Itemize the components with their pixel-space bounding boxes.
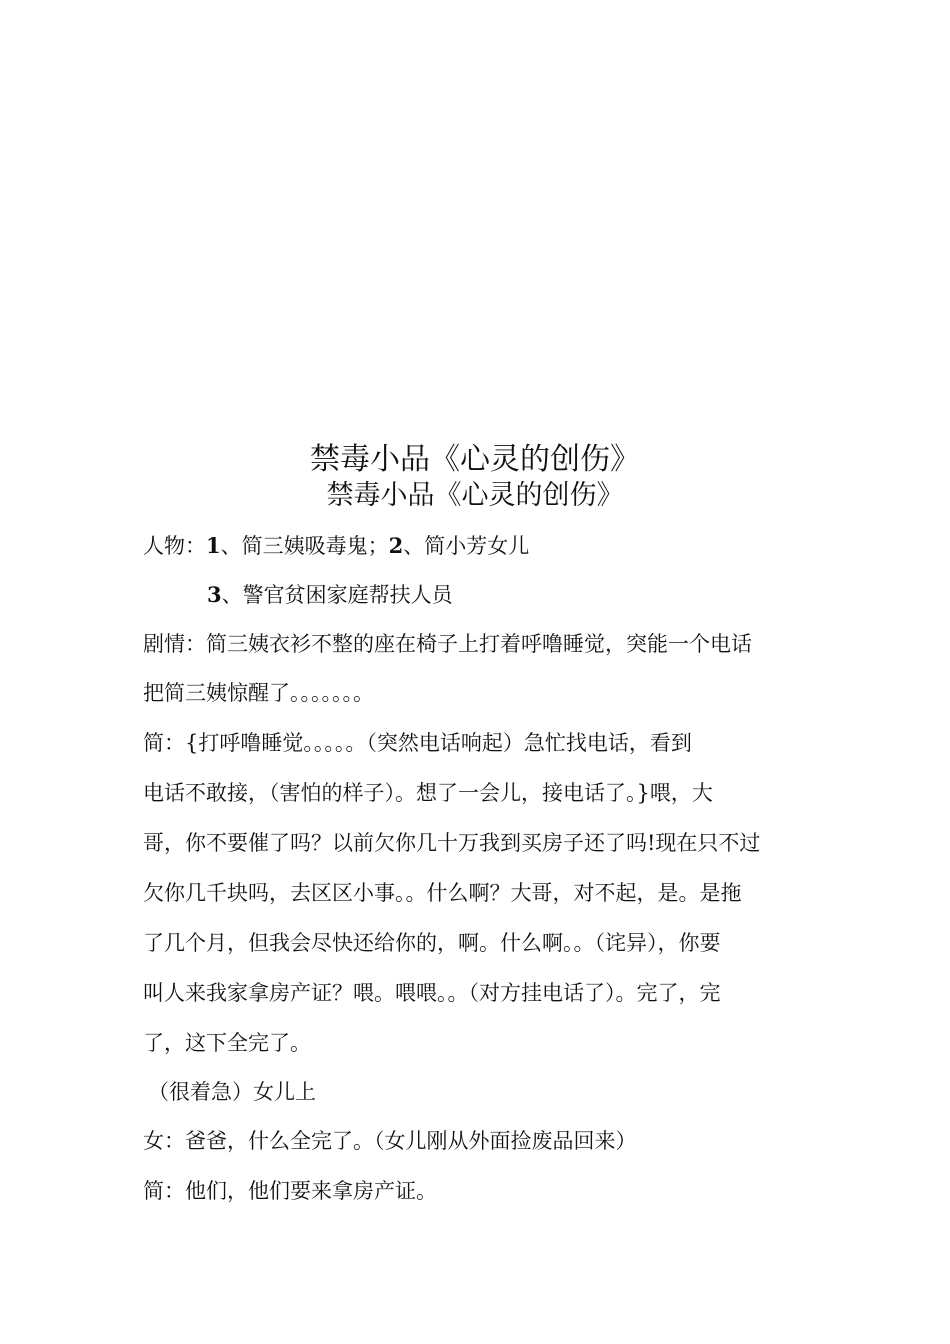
text-line: 了，这下全完了。	[143, 1031, 311, 1055]
characters-line-2	[207, 581, 453, 609]
text-line: 简：{打呼噜睡觉。。。。。（突然电话响起）急忙找电话，看到	[143, 731, 692, 755]
text-line: 剧情：简三姨衣衫不整的座在椅子上打着呼噜睡觉，突能一个电话	[143, 632, 752, 656]
text-line: 女：爸爸，什么全完了。（女儿刚从外面捡废品回来）	[143, 1129, 637, 1153]
character-number-2: 2	[388, 533, 404, 558]
text-line: 电话不敢接，（害怕的样子）。想了一会儿，接电话了。}喂，大	[143, 781, 713, 805]
text-line: 叫人来我家拿房产证？喂。喂喂。。（对方挂电话了）。完了，完	[143, 981, 721, 1005]
text-line: 了几个月，但我会尽快还给你的，啊。什么啊。。（诧异），你要	[143, 931, 721, 955]
characters-prefix: 人物：	[143, 534, 206, 558]
text-line: 欠你几千块吗，去区区小事。。什么啊？大哥，对不起，是。是拖	[143, 881, 742, 905]
character-number-1: 1	[206, 533, 221, 558]
document-title: 禁毒小品《心灵的创伤》	[310, 442, 640, 477]
characters-line-1	[143, 532, 529, 560]
text-line: 把简三姨惊醒了。。。。。。。	[143, 681, 374, 705]
character-number-3: 3	[207, 582, 222, 607]
text-line: 简：他们，他们要来拿房产证。	[143, 1179, 437, 1203]
character-3: 、警官贫困家庭帮扶人员	[221, 583, 453, 607]
document-subtitle: 禁毒小品《心灵的创伤》	[326, 480, 624, 511]
text-line: 哥，你不要催了吗？以前欠你几十万我到买房子还了吗!现在只不过	[143, 831, 761, 855]
character-1: 、简三姨吸毒鬼；	[220, 534, 389, 558]
character-2: 、简小芳女儿	[403, 534, 530, 558]
stage-direction: （很着急）女儿上	[148, 1080, 316, 1104]
